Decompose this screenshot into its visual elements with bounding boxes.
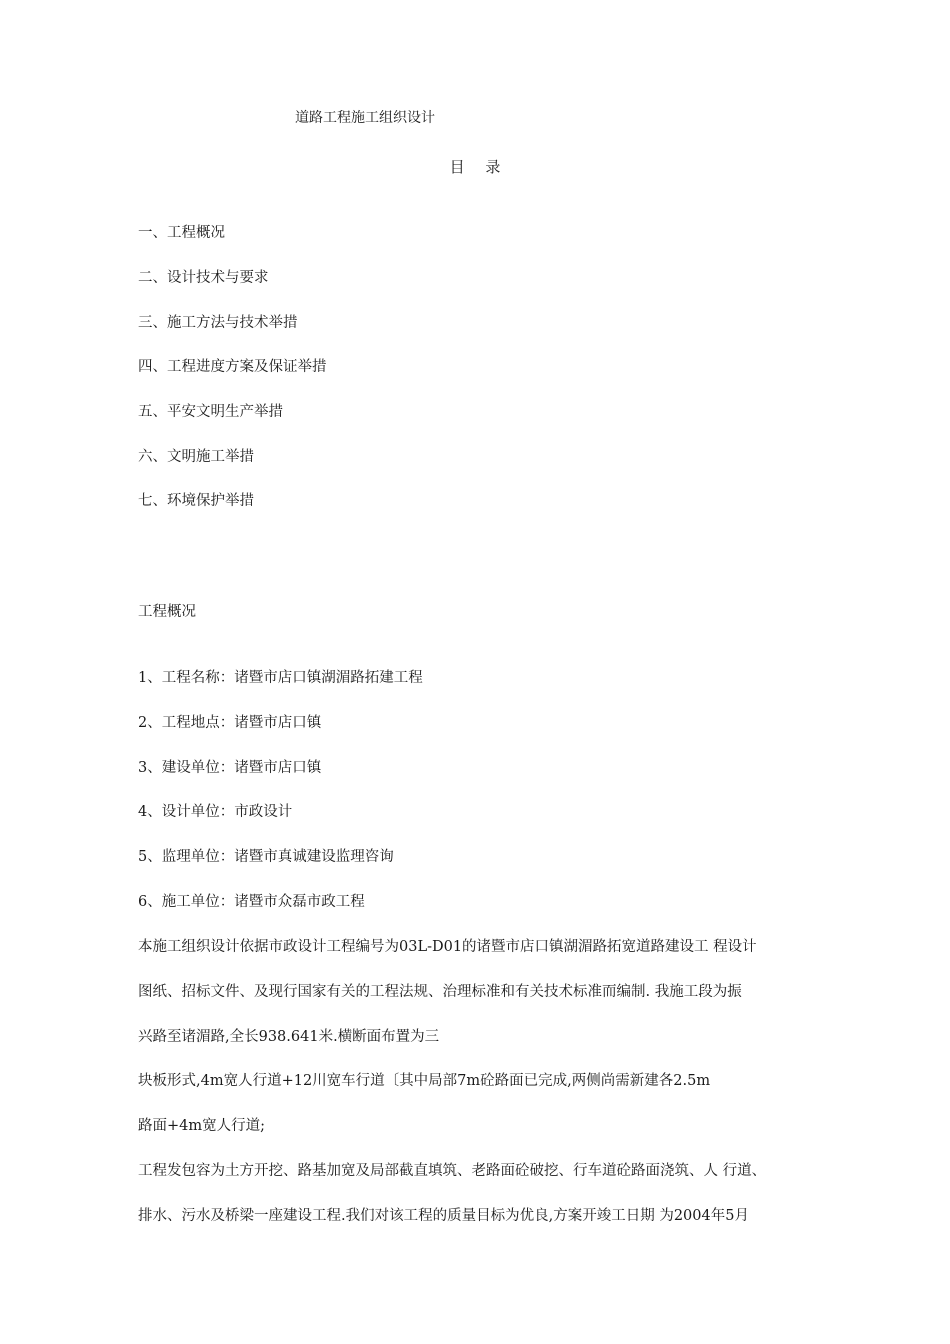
info-item-1: 1、工程名称：诸暨市店口镇湖湄路拓建工程 <box>138 670 423 686</box>
paragraph-line-6: 工程发包容为土方开挖、路基加宽及局部截直填筑、老路面砼破挖、行车道砼路面浇筑、人 行道、 <box>138 1163 767 1179</box>
toc-item-1: 一、工程概况 <box>138 225 225 241</box>
toc-item-7: 七、环境保护举措 <box>138 493 254 509</box>
toc-item-2: 二、设计技术与要求 <box>138 270 269 286</box>
toc-item-5: 五、平安文明生产举措 <box>138 404 283 420</box>
paragraph-line-7: 排水、污水及桥梁一座建设工程.我们对该工程的质量目标为优良,方案开竣工日期 为2004年5月 <box>138 1208 749 1224</box>
paragraph-line-4: 块板形式,4m宽人行道+12川宽车行道〔其中局部7m砼路面已完成,两侧尚需新建各2.5m <box>138 1073 711 1089</box>
info-item-4: 4、设计单位：市政设计 <box>138 804 293 820</box>
info-item-2: 2、工程地点：诸暨市店口镇 <box>138 715 322 731</box>
paragraph-line-5: 路面+4m宽人行道; <box>138 1118 266 1134</box>
paragraph-line-1: 本施工组织设计依据市政设计工程编号为03L-D01的诸暨市店口镇湖湄路拓宽道路建设工 程设计 <box>138 939 757 955</box>
paragraph-line-3: 兴路至诸湄路,全长938.641米.横断面布置为三 <box>138 1029 440 1045</box>
info-item-3: 3、建设单位：诸暨市店口镇 <box>138 760 322 776</box>
document-title: 道路工程施工组织设计 <box>295 110 435 126</box>
info-item-6: 6、施工单位：诸暨市众磊市政工程 <box>138 894 365 910</box>
section-heading: 工程概况 <box>138 604 196 620</box>
info-item-5: 5、监理单位：诸暨市真诚建设监理咨询 <box>138 849 394 865</box>
toc-item-4: 四、工程进度方案及保证举措 <box>138 359 327 375</box>
toc-item-3: 三、施工方法与技术举措 <box>138 315 298 331</box>
toc-heading: 目 录 <box>449 158 509 176</box>
paragraph-line-2: 图纸、招标文件、及现行国家有关的工程法规、治理标准和有关技术标准而编制. 我施工段为振 <box>138 984 742 1000</box>
toc-item-6: 六、文明施工举措 <box>138 449 254 465</box>
